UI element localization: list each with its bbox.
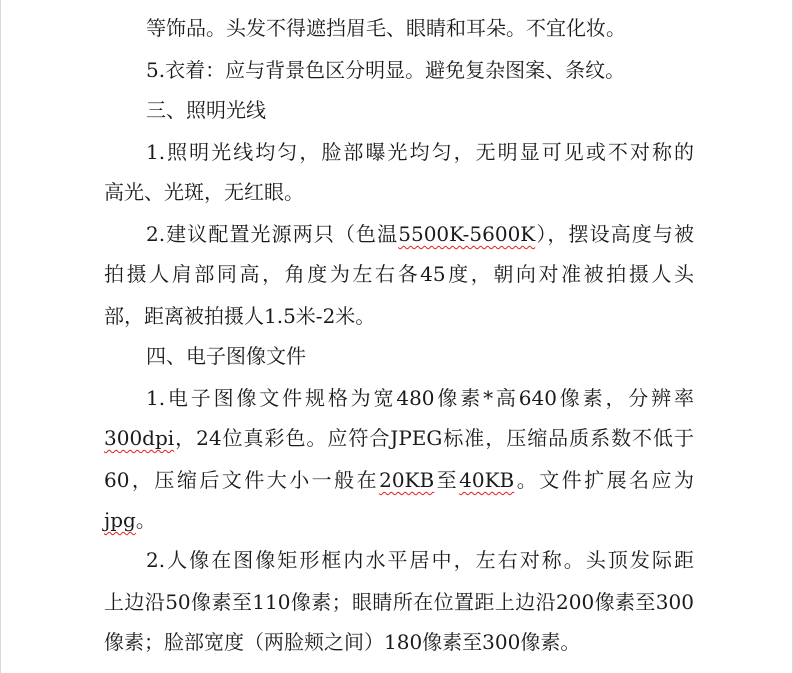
text-line bbox=[104, 260, 694, 288]
text-segment: 2.人像在图像矩形框内水平居中，左右对称。头顶发际距 bbox=[146, 548, 694, 572]
text-segment: 5.衣着：应与背景色区分明显。避免复杂图案、条纹。 bbox=[146, 58, 626, 82]
text-line bbox=[104, 178, 304, 206]
text-line bbox=[146, 546, 694, 574]
text-segment: 四、电子图像文件 bbox=[146, 344, 306, 368]
text-line bbox=[104, 424, 694, 452]
section-heading bbox=[146, 96, 266, 124]
text-segment: 60，压缩后文件大小一般在 bbox=[104, 468, 380, 492]
text-segment: 三、照明光线 bbox=[146, 98, 266, 122]
spellcheck-word[interactable]: jpg bbox=[104, 508, 136, 532]
text-segment: 等饰品。头发不得遮挡眉毛、眼睛和耳朵。不宜化妆。 bbox=[146, 16, 626, 40]
text-line bbox=[146, 14, 626, 42]
text-line bbox=[104, 588, 694, 616]
text-line bbox=[146, 56, 625, 84]
text-segment: 高光、光斑，无红眼。 bbox=[104, 180, 304, 204]
text-segment: 拍摄人肩部同高，角度为左右各45度，朝向对准被拍摄人头 bbox=[104, 262, 694, 286]
section-heading bbox=[146, 342, 306, 370]
text-line bbox=[104, 302, 375, 330]
text-line bbox=[146, 138, 694, 166]
text-segment: ），摆设高度与被 bbox=[535, 222, 695, 246]
text-segment: 部，距离被拍摄人1.5米-2米。 bbox=[104, 304, 376, 328]
text-segment: 至 bbox=[434, 468, 460, 492]
page-left-edge bbox=[0, 0, 1, 673]
spellcheck-word[interactable]: 5500K-5600K bbox=[398, 222, 536, 246]
text-line bbox=[104, 628, 580, 656]
text-segment: 上边沿50像素至110像素；眼睛所在位置距上边沿200像素至300 bbox=[104, 590, 694, 614]
text-line bbox=[104, 506, 156, 534]
text-segment: 1.电子图像文件规格为宽480像素*高640像素，分辨率 bbox=[146, 386, 694, 410]
text-segment: 2.建议配置光源两只（色温 bbox=[146, 222, 399, 246]
text-line bbox=[104, 466, 694, 494]
text-segment: 。 bbox=[135, 508, 156, 532]
text-segment: 1.照明光线均匀，脸部曝光均匀，无明显可见或不对称的 bbox=[146, 140, 694, 164]
spellcheck-word[interactable]: 300dpi bbox=[104, 426, 175, 450]
text-segment: 。文件扩展名应为 bbox=[514, 468, 695, 492]
text-segment: 像素；脸部宽度（两脸颊之间）180像素至300像素。 bbox=[104, 630, 581, 654]
text-segment: ，24位真彩色。应符合JPEG标准，压缩品质系数不低于 bbox=[174, 426, 694, 450]
text-line bbox=[146, 220, 694, 248]
text-line bbox=[146, 384, 694, 412]
spellcheck-word[interactable]: 20KB bbox=[379, 468, 435, 492]
spellcheck-word[interactable]: 40KB bbox=[459, 468, 515, 492]
